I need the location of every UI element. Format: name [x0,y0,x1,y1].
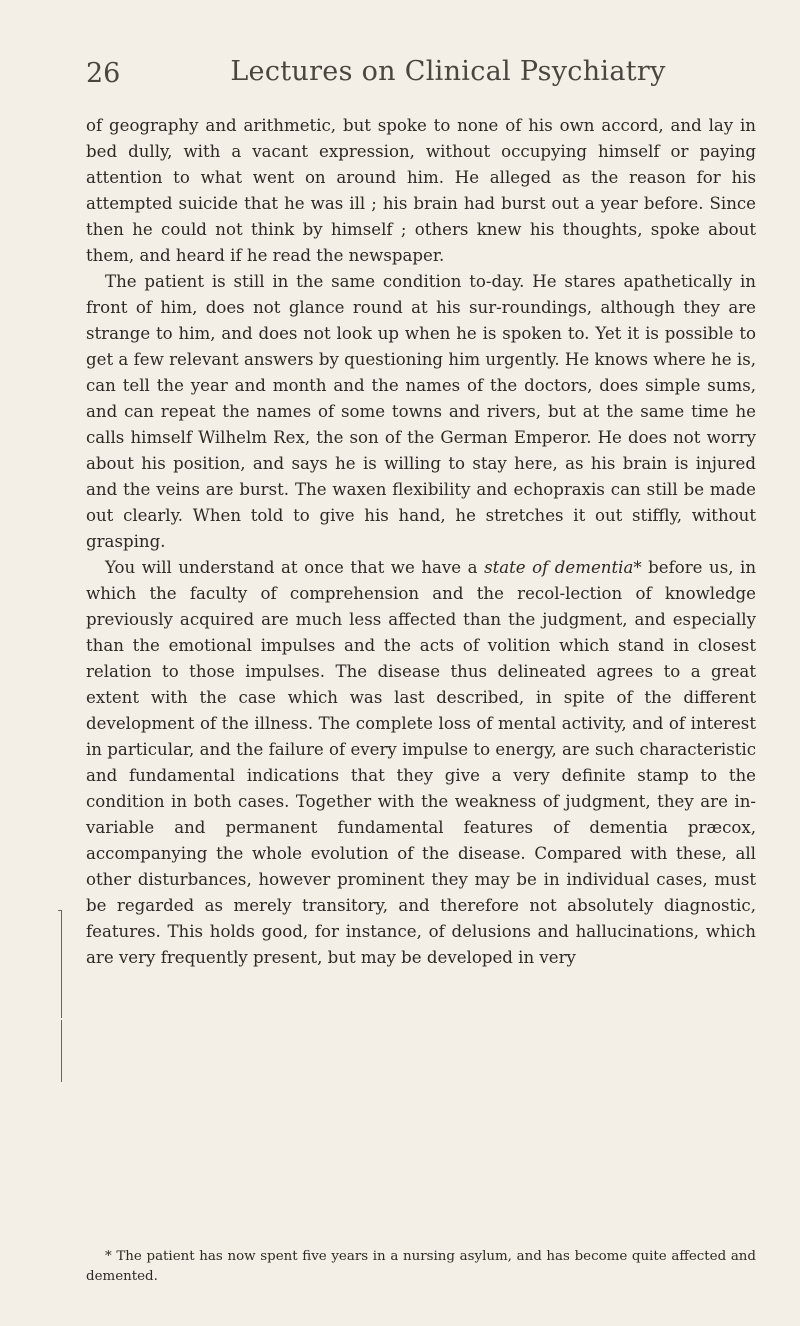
paragraph-continuation: of geography and arithmetic, but spoke to none of his own accord, and lay in bed dully, with a vacant expression, without occupying himself or paying attention to what went on around him. He alleged as the reason for his attempted suicide that he was ill ; his brain had burst out a year before. Since then he could not think by himself ; others knew his thoughts, spoke about them, and heard if he read the newspaper. [86,116,756,265]
margin-line [61,910,62,1018]
paragraph-patient-condition: The patient is still in the same condition to-day. He stares apathetically in front of him, does not glance round at his sur-roundings, although they are strange to him, and does not look up when he is spoken to. Yet it is possible to get a few relevant answers by questioning him urgently. He knows where he is, can tell the year and month and the names of the doctors, does simple sums, and can repeat the names of some towns and rivers, but at the same time he calls himself Wilhelm Rex, the son of the German Emperor. He does not worry about his position, and says he is willing to stay here, as his brain is injured and the veins are burst. The waxen flexibility and echopraxis can still be made out clearly. When told to give his hand, he stretches it out stiffly, without grasping. [86,272,756,551]
emphasis-state-of-dementia: state of dementia* [484,558,642,577]
running-head: Lectures on Clinical Psychiatry [230,56,666,87]
page-header [86,56,760,96]
footnote-text: * The patient has now spent five years in a nursing asylum, and has become quite affected and demented. [86,1249,756,1284]
paragraph-dementia [86,555,756,971]
paragraph-text: You will understand at once that we have a [105,558,485,577]
body-text [86,113,756,971]
footnote [86,1247,756,1287]
margin-line [61,1020,62,1082]
paragraph-text: before us, in which the faculty of comprehension and the recol-lection of knowledge previously acquired are much less affected than the judgment, and especially than the emotional impulses and the acts of volition which stand in closest relation to those impulses. The disease thus delineated agrees to a great extent with the case which was last described, in spite of the different development of the illness. The complete loss of mental activity, and of interest in particular, and the failure of every impulse to energy, are such characteristic and fundamental indications that they give a very definite stamp to the condition in both cases. Together with the weakness of judgment, they are in-variable and permanent fundamental features of dementia præcox, accompanying the whole evolution of the disease. Compared with these, all other disturbances, however prominent they may be in individual cases, must be regarded as merely transitory, and therefore not absolutely diagnostic, features. This holds good, for instance, of delusions and hallucinations, which are very frequently present, but may be developed in very [86,558,757,967]
page-number: 26 [86,58,121,89]
